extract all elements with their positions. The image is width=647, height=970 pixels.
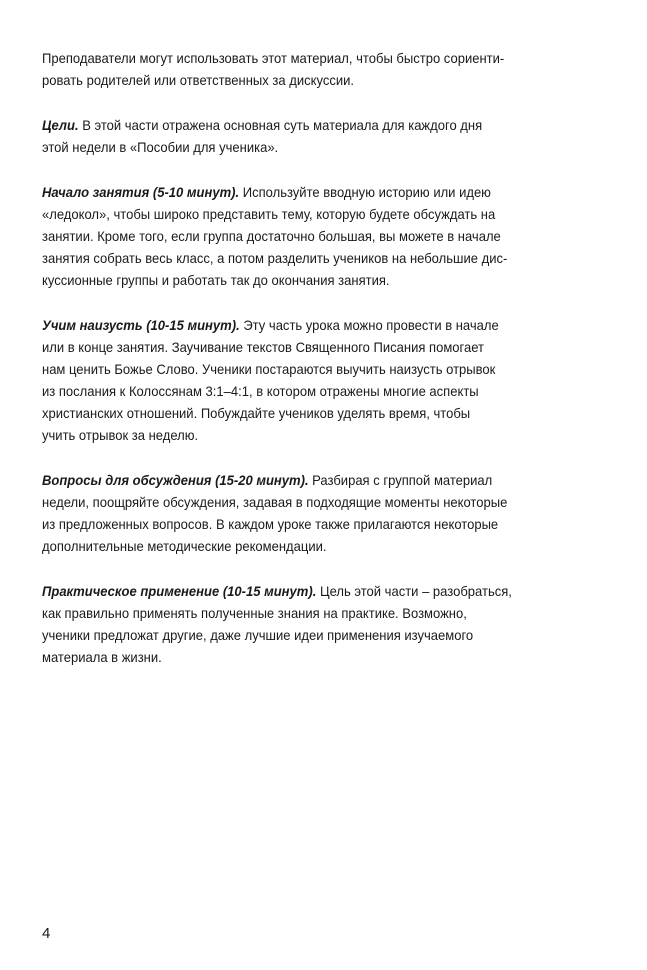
text-line: учить отрывок за неделю. xyxy=(42,427,199,443)
text-line: недели, поощряйте обсуждения, задавая в подходящие моменты некоторые xyxy=(42,494,508,510)
text-line: занятии. Кроме того, если группа достаточно большая, вы можете в начале xyxy=(42,228,501,244)
section-term: Практическое применение (10-15 минут). xyxy=(42,583,317,599)
section-term: Вопросы для обсуждения (15-20 минут). xyxy=(42,472,309,488)
text-line: ровать родителей или ответственных за дискуссии. xyxy=(42,72,355,88)
text-line: В этой части отражена основная суть материала для каждого дня xyxy=(78,117,483,133)
text-line: Эту часть урока можно провести в начале xyxy=(239,317,499,333)
section-lesson-start xyxy=(42,181,581,291)
text-line: или в конце занятия. Заучивание текстов Священного Писания помогает xyxy=(42,339,485,355)
text-line: дополнительные методические рекомендации. xyxy=(42,538,327,554)
text-line: «ледокол», чтобы широко представить тему, которую будете обсуждать на xyxy=(42,206,496,222)
text-line: занятия собрать весь класс, а потом разделить учеников на небольшие дис- xyxy=(42,250,508,266)
section-term: Начало занятия (5-10 минут). xyxy=(42,184,240,200)
text-line: Разбирая с группой материал xyxy=(308,472,493,488)
text-line: христианских отношений. Побуждайте учеников уделять время, чтобы xyxy=(42,405,471,421)
text-line: куссионные группы и работать так до окончания занятия. xyxy=(42,272,390,288)
intro-paragraph xyxy=(42,47,581,91)
text-line: как правильно применять полученные знания на практике. Возможно, xyxy=(42,605,467,621)
section-discussion xyxy=(42,469,581,557)
text-line: нам ценить Божье Слово. Ученики постараются выучить наизусть отрывок xyxy=(42,361,496,377)
text-line: материала в жизни. xyxy=(42,649,162,665)
text-line: Преподаватели могут использовать этот материал, чтобы быстро сориенти- xyxy=(42,50,505,66)
section-goals xyxy=(42,114,581,158)
text-line: из предложенных вопросов. В каждом уроке также прилагаются некоторые xyxy=(42,516,499,532)
page-body xyxy=(42,47,582,691)
section-term: Учим наизусть (10-15 минут). xyxy=(42,317,240,333)
text-line: этой недели в «Пособии для ученика». xyxy=(42,139,279,155)
text-line: Цель этой части – разобраться, xyxy=(316,583,512,599)
text-line: ученики предложат другие, даже лучшие идеи применения изучаемого xyxy=(42,627,474,643)
page-number: 4 xyxy=(42,925,51,942)
text-line: из послания к Колоссянам 3:1–4:1, в котором отражены многие аспекты xyxy=(42,383,479,399)
text-line: Используйте вводную историю или идею xyxy=(239,184,491,200)
section-memorize xyxy=(42,314,581,446)
section-term: Цели. xyxy=(42,117,79,133)
section-application xyxy=(42,580,581,668)
